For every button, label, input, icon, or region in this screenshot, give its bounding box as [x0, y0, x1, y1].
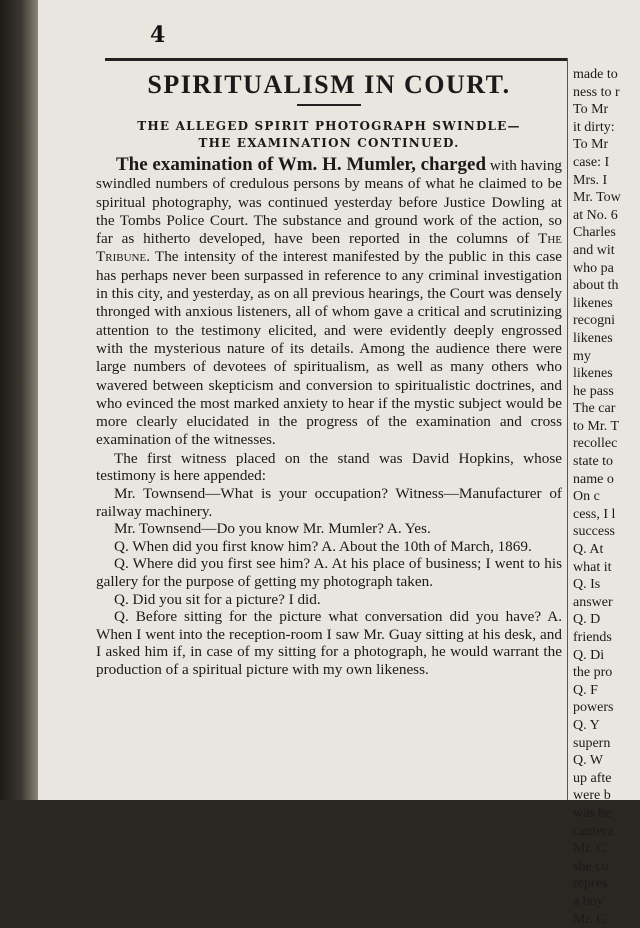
- adjacent-column-line: Mrs. I: [573, 172, 640, 190]
- page-number: 4: [150, 22, 165, 48]
- adjacent-column-line: a boy: [573, 893, 640, 911]
- book-binding-shadow: [0, 0, 38, 800]
- adjacent-column-line: it dirty:: [573, 119, 640, 137]
- column-rule: [567, 58, 568, 800]
- headline-rule: [297, 104, 361, 106]
- adjacent-column-line: and wit: [573, 242, 640, 260]
- adjacent-column-line: state to: [573, 453, 640, 471]
- adjacent-column-line: recollec: [573, 435, 640, 453]
- testimony-list: [96, 485, 562, 679]
- adjacent-column-line: Mr. C: [573, 911, 640, 928]
- adjacent-column-line: my: [573, 348, 640, 366]
- adjacent-column-line: To Mr: [573, 101, 640, 119]
- adjacent-column-line: case: I: [573, 154, 640, 172]
- adjacent-column-line: likenes: [573, 330, 640, 348]
- adjacent-column-line: likenes: [573, 295, 640, 313]
- adjacent-column-line: she co: [573, 858, 640, 876]
- article-column: [96, 66, 562, 800]
- adjacent-column-line: powers: [573, 699, 640, 717]
- adjacent-column-line: name o: [573, 471, 640, 489]
- adjacent-column-line: supern: [573, 735, 640, 753]
- adjacent-column-line: what it: [573, 559, 640, 577]
- adjacent-column-line: Q. F: [573, 682, 640, 700]
- adjacent-column-line: Q. W: [573, 752, 640, 770]
- deck-line-2: THE EXAMINATION CONTINUED.: [96, 135, 562, 152]
- testimony-line: Mr. Townsend—What is your occupation? Witness—Manufacturer of railway machinery.: [96, 485, 562, 520]
- testimony-line: Q. Before sitting for the picture what conversation did you have? A. When I went into the reception-room I saw Mr. Guay sitting at his desk, and I asked him if, in case of my sitting for a photograph, he would warrant the production of a spiritual picture with my own likeness.: [96, 608, 562, 678]
- adjacent-column-line: he pass: [573, 383, 640, 401]
- article-headline: SPIRITUALISM IN COURT.: [96, 70, 562, 100]
- adjacent-column-line: friends: [573, 629, 640, 647]
- testimony-line: Q. Did you sit for a picture? I did.: [96, 591, 562, 609]
- adjacent-column-line: Mr. C: [573, 840, 640, 858]
- article-deck: [96, 118, 562, 152]
- adjacent-column-line: To Mr: [573, 136, 640, 154]
- adjacent-column-line: On c: [573, 488, 640, 506]
- lead-start: The examination of Wm. H. Mumler, charged: [116, 154, 486, 175]
- adjacent-column-line: camera: [573, 823, 640, 841]
- adjacent-column-line: was be: [573, 805, 640, 823]
- witness-intro: The first witness placed on the stand was David Hopkins, whose testimony is here appended:: [96, 450, 562, 485]
- adjacent-column-line: likenes: [573, 365, 640, 383]
- adjacent-column-line: Q. Di: [573, 647, 640, 665]
- adjacent-column-line: recogni: [573, 312, 640, 330]
- adjacent-column-line: who pa: [573, 260, 640, 278]
- adjacent-column-line: at No. 6: [573, 207, 640, 225]
- deck-line-1: THE ALLEGED SPIRIT PHOTOGRAPH SWINDLE—: [96, 118, 562, 135]
- adjacent-column-line: repres: [573, 875, 640, 893]
- adjacent-column-line: Q. Is: [573, 576, 640, 594]
- adjacent-column-fragment: [573, 66, 640, 800]
- adjacent-column-line: answer: [573, 594, 640, 612]
- adjacent-column-line: Charles: [573, 224, 640, 242]
- adjacent-column-line: The car: [573, 400, 640, 418]
- testimony-line: Q. When did you first know him? A. About the 10th of March, 1869.: [96, 538, 562, 556]
- testimony-line: Q. Where did you first see him? A. At his place of business; I went to his gallery for the purpose of getting my photograph taken.: [96, 555, 562, 590]
- adjacent-column-line: made to: [573, 66, 640, 84]
- adjacent-column-line: Q. Y: [573, 717, 640, 735]
- adjacent-column-line: Q. D: [573, 611, 640, 629]
- adjacent-column-line: Mr. Tow: [573, 189, 640, 207]
- newspaper-name: The Tribune: [96, 230, 562, 265]
- lead-paragraph: [96, 156, 562, 450]
- lead-text-2: . The intensity of the interest manifested by the public in this case has perhaps never been surpassed in reference to any criminal investigation in this city, and yesterday, as on all previous hearings, the Court was densely thronged with anxious listeners, all of whom gave a critical and scrutinizing attention to the testimony elicited, and were evidently deeply engrossed with the mysterious nature of its details. Among the audience there were large numbers of devotees of spiritualism, as well as many others who wavered between skepticism and conversion to spiritualistic doctrines, and who evinced the most marked anxiety to hear if the mystic subject would be more clearly elucidated in the progress of the examination and cross examination of the witnesses.: [96, 248, 562, 448]
- adjacent-column-line: cess, I l: [573, 506, 640, 524]
- adjacent-column-line: were b: [573, 787, 640, 805]
- adjacent-column-line: success: [573, 523, 640, 541]
- adjacent-column-line: to Mr. T: [573, 418, 640, 436]
- adjacent-column-line: up afte: [573, 770, 640, 788]
- adjacent-column-line: the pro: [573, 664, 640, 682]
- adjacent-column-line: about th: [573, 277, 640, 295]
- lead-text-1: with having swindled numbers of credulous persons by means of what he claimed to be spiritual photography, was continued yesterday before Justice Dowling at the Tombs Police Court. The substance and ground work of the action, so far as hitherto developed, have been reported in the columns of: [96, 157, 562, 247]
- adjacent-column-line: ness to r: [573, 84, 640, 102]
- header-rule: [105, 58, 567, 61]
- testimony-line: Mr. Townsend—Do you know Mr. Mumler? A. Yes.: [96, 520, 562, 538]
- adjacent-column-line: Q. At: [573, 541, 640, 559]
